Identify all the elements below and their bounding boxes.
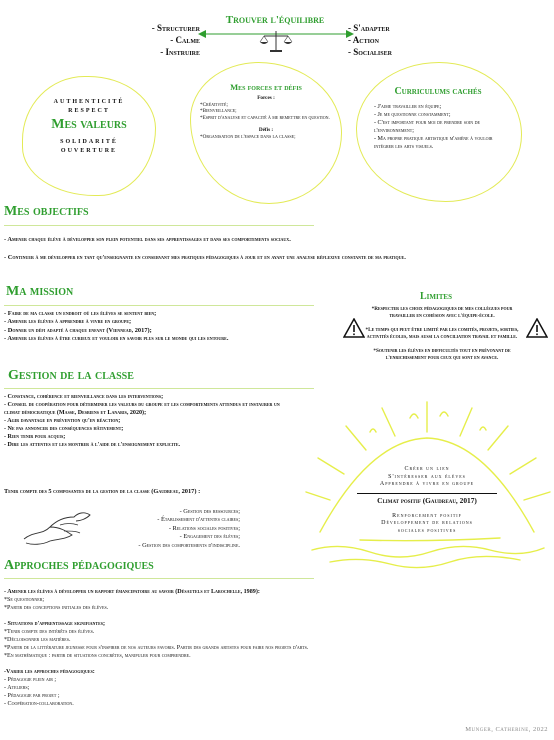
value-word: authenticité [53, 96, 125, 105]
gestion-item: - Rien tenir pour acquis; [4, 434, 66, 440]
strengths-title: Mes forces et défis [230, 82, 302, 92]
approches-intro: - Amener les élèves à développer un rapport émancipatoire au savoir (Désautels et Larochelle, 1989): [4, 589, 260, 595]
forces-item: *Bienveillance; [200, 108, 237, 115]
header-left-list [140, 22, 200, 58]
climat-top-item: Apprendre à vivre en groupe [379, 481, 475, 488]
climat-bottom-list [352, 513, 502, 536]
author-credit: Munger, Catherine, 2022 [465, 726, 548, 733]
mission-item: - Donner un défi adapté à chaque enfant (Viennead, 2017); [4, 326, 152, 334]
approches-intro-item: *Partir des conceptions initiales des élèves. [4, 605, 109, 611]
climat-top-list [352, 466, 502, 489]
forces-item: *Créativité; [200, 101, 228, 108]
curriculum-item: - Je me questionne constamment; [374, 112, 451, 118]
mission-item: - Amener les élèves à être curieux et vouloir en savoir plus sur le monde qui les entoure. [4, 335, 229, 343]
gestion-item: - Dire les attentes et les montrer à l'aide de l'enseignement explicite. [4, 442, 181, 448]
limite-item: *Le temps qui peut être limité par les comités, projets, sorties, activités écoles, mais aussi la conciliation travail et famille. [365, 327, 519, 340]
composante-item: - Gestion des comportements d'indiscipline. [138, 541, 240, 549]
approches-intro-item: *Se questionner; [4, 597, 45, 603]
composante-item: - Engagement des élèves; [179, 533, 240, 541]
varier-item: - Pédagogie par projet ; [4, 693, 60, 699]
curriculum-panel [374, 86, 502, 151]
gestion-item: - Ne pas annoncer des conséquences hâtivement; [4, 426, 124, 432]
mission-title: Ma mission [6, 284, 74, 299]
climat-panel [352, 466, 502, 536]
header-left-item: - Structurer [151, 23, 200, 33]
approches-rule [4, 578, 314, 579]
gestion-item: - Constance, cohérence et bienveillance dans les interventions; [4, 394, 164, 400]
limite-item: *Respecter les choix pédagogiques de mes collègues pour travailler en cohésion avec l'équipe-école. [371, 306, 513, 319]
curriculum-list [374, 103, 502, 151]
limites-title: Limites [420, 291, 452, 302]
gestion-title: Gestion de la classe [8, 368, 134, 383]
value-word: ouverture [60, 145, 118, 154]
values-panel [30, 96, 148, 154]
mission-item: - Faire de ma classe un endroit où les élèves se sentent bien; [4, 310, 157, 317]
defis-label: Défis : [258, 127, 274, 134]
composantes-list [70, 508, 240, 550]
climat-bottom-item: sociales positives [397, 527, 457, 534]
situations-item: *Tenir compte des intérêts des élèves. [4, 629, 95, 635]
situations-item: *En mathématique : partir de situations concrètes, manipuler pour comprendre. [4, 653, 191, 659]
climat-title: Climat positif (Gaudreau, 2017) [377, 495, 477, 505]
composante-item: - Gestion des ressources; [179, 508, 240, 515]
objectifs-list [4, 236, 544, 263]
header [0, 0, 554, 70]
composante-item: - Établissement d'attentes claires; [157, 516, 240, 524]
gestion-rule [4, 388, 314, 389]
varier-item: - Ateliers; [4, 685, 30, 691]
mission-list [4, 310, 334, 344]
forces-list [200, 102, 332, 122]
climat-bottom-item: Développement de relations [381, 520, 473, 527]
approches-content [4, 588, 544, 708]
composante-item: - Relations sociales positives; [168, 524, 240, 532]
header-right-list [348, 22, 428, 58]
objectifs-title: Mes objectifs [4, 204, 89, 219]
gestion-item: - Agir davantage en prévention qu'en réaction; [4, 418, 121, 424]
objectifs-rule [4, 225, 314, 226]
curriculum-item: - J'aime travailler en équipe; [374, 104, 442, 110]
climat-top-item: S'intéresser aux élèves [388, 473, 466, 480]
header-title: Trouver l'équilibre [225, 14, 325, 26]
objectif-item: - Continuer à me développer en tant qu'enseignante en conservant mes pratiques pédagogiques à jour et en ayant une analyse réflexive constante de ma pratique. [4, 254, 406, 262]
curriculum-title: Curriculums cachés [394, 86, 482, 97]
value-word: respect [68, 105, 110, 114]
mission-item: - Amener les élèves à apprendre à vivre en groupe; [4, 318, 132, 326]
situations-item: *Décloisonner les matières. [4, 637, 71, 643]
limite-item: *Soutenir les élèves en difficultés tout en prévoyant de l'enrichissement pour ceux qui sont en avance. [373, 348, 511, 361]
header-right-item: - S'adapter [348, 23, 390, 33]
warning-icon [526, 318, 548, 338]
defis-item: *Organisation de l'espace dans la classe; [200, 133, 296, 140]
balance-arrow-icon [196, 28, 356, 58]
value-word: solidarité [60, 136, 118, 145]
varier-title: -Varier les approches pédagogiques: [4, 669, 95, 675]
composantes-intro: Tenir compte des 5 composantes de la gestion de la classe (Gaudreau, 2017) : [4, 488, 201, 495]
gestion-list [4, 393, 282, 449]
curriculum-item: - C'est important pour moi de prendre soin de l'environnement; [374, 120, 480, 134]
approches-title: Approches pédagogiques [4, 558, 154, 573]
values-title: Mes valeurs [51, 117, 127, 132]
strengths-panel [200, 82, 332, 141]
header-left-item: - Instruire [160, 47, 200, 57]
situations-item: *Partir de la littérature jeunesse pour s'inspirer de nos auteurs favoris. Partir des grands artistes pour faire nos projets d'arts. [4, 645, 309, 651]
forces-item: *Esprit d'analyse et capacité à me remettre en question. [200, 114, 330, 121]
situations-title: - Situations d'apprentissage signifiantes; [4, 621, 105, 627]
objectif-item: - Amener chaque élève à développer son plein potentiel dans ses apprentissages et dans ses comportements sociaux. [4, 236, 291, 243]
forces-label: Forces : [257, 95, 275, 101]
header-right-item: - Socialiser [348, 47, 392, 57]
gestion-item: - Conseil de coopération pour déterminer les valeurs du groupe et les comportements attendus et instaurer un climat démocratique (Masse, Desbiens et Lanaris, 2020); [4, 402, 280, 416]
varier-item: - Coopération-collaboration. [4, 701, 74, 707]
varier-item: - Pédagogie plein air ; [4, 677, 57, 683]
curriculum-item: - Ma propre pratique artistique m'amène à vouloir intégrer les arts visuels. [374, 136, 493, 150]
header-right-item: - Action [348, 35, 379, 45]
climat-top-item: Créer un lien [404, 466, 450, 472]
climat-bottom-item: Renforcement positif [392, 512, 462, 519]
limites-list [362, 306, 522, 362]
header-left-item: - Calme [170, 35, 200, 45]
mission-rule [4, 305, 314, 306]
